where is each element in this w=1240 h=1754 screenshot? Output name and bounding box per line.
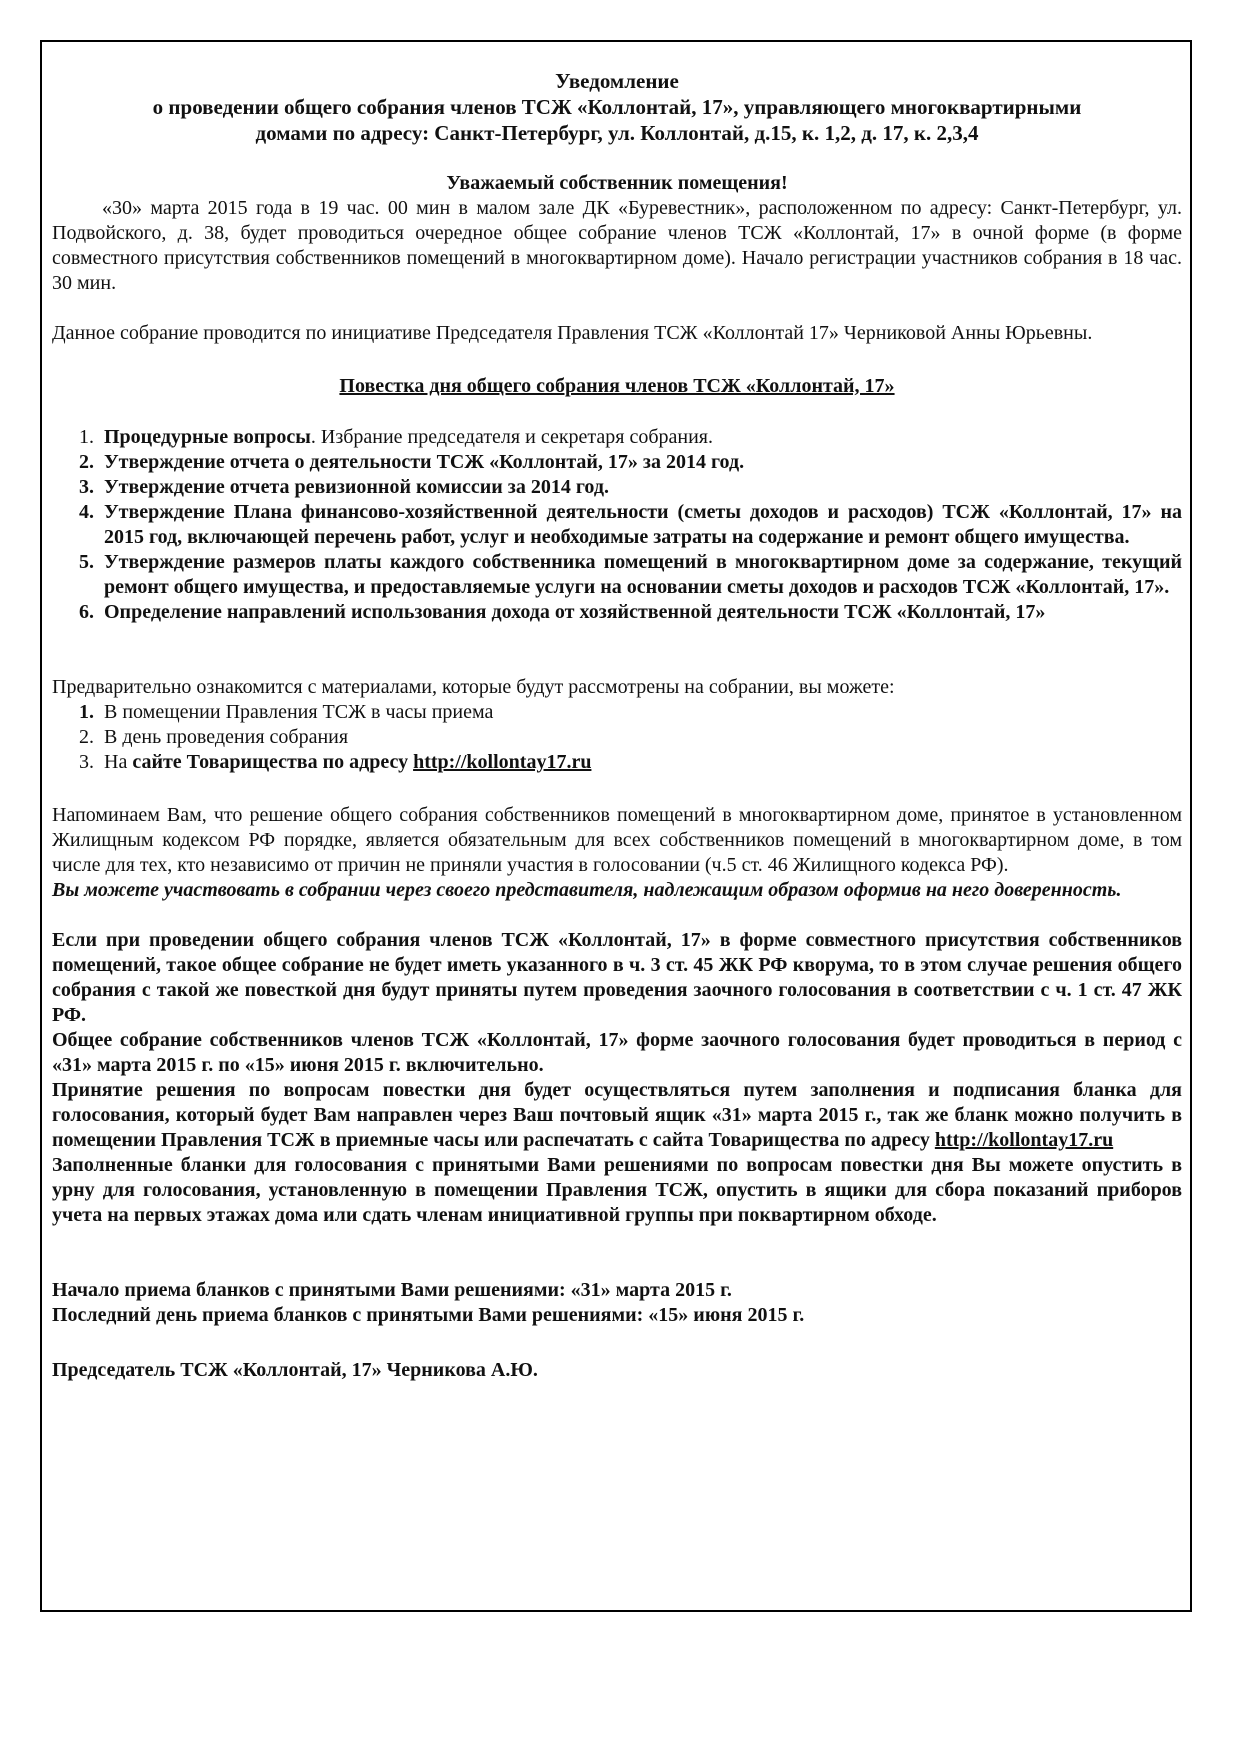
agenda-item-text: Утверждение Плана финансово-хозяйственной деятельности (сметы доходов и расходов) ТСЖ «Коллонтай, 17» на 2015 год, включающей перечень работ, услуг и необходимые затраты на содержание и ремонт общего имущества. xyxy=(104,501,1182,548)
materials-item xyxy=(79,725,1182,750)
materials-list xyxy=(52,700,1182,775)
agenda-item xyxy=(79,550,1182,600)
start-date: Начало приема бланков с принятыми Вами решениями: «31» марта 2015 г. xyxy=(52,1279,732,1301)
materials-item-bold: сайте Товарищества по адресу xyxy=(132,751,414,773)
absentee-paragraph: Общее собрание собственников членов ТСЖ «Коллонтай, 17» форме заочного голосования будет проводиться в период с «31» марта 2015 г. по «15» июня 2015 г. включительно. xyxy=(52,1029,1182,1076)
end-date: Последний день приема бланков с принятыми Вами решениями: «15» июня 2015 г. xyxy=(52,1304,805,1326)
materials-intro: Предварительно ознакомится с материалами, которые будут рассмотрены на собрании, вы можете: xyxy=(52,676,895,698)
title-line-3: домами по адресу: Санкт-Петербург, ул. Коллонтай, д.15, к. 1,2, д. 17, к. 2,3,4 xyxy=(255,121,979,145)
materials-item-text: В помещении Правления ТСЖ в часы приема xyxy=(104,701,494,723)
agenda-item xyxy=(79,425,1182,450)
agenda-item-bold: Процедурные вопросы xyxy=(104,426,311,448)
materials-item-prefix: На xyxy=(104,751,133,773)
agenda-item xyxy=(79,500,1182,550)
agenda-item xyxy=(79,475,1182,500)
greeting: Уважаемый собственник помещения! xyxy=(446,172,788,194)
agenda-item-number: 4. xyxy=(79,501,94,523)
agenda-item-text: . Избрание председателя и секретаря собрания. xyxy=(310,426,714,448)
agenda-item-number: 2. xyxy=(79,451,94,473)
notice-title xyxy=(52,68,1182,146)
intro-paragraph: «30» марта 2015 года в 19 час. 00 мин в малом зале ДК «Буревестник», расположенном по адресу: Санкт-Петербург, ул. Подвойского, д. 38, будет проводиться очередное общее собрание членов ТСЖ «Коллонтай, 17» в очной форме (в форме совместного присутствия собственников помещений в многоквартирном доме). Начало регистрации участников собрания в 18 час. 30 мин. xyxy=(52,197,1182,294)
agenda-item-number: 5. xyxy=(79,551,94,573)
materials-item-number: 2. xyxy=(79,726,94,748)
agenda-item-number: 1. xyxy=(79,426,94,448)
materials-item-number: 3. xyxy=(79,751,94,773)
agenda-item-number: 3. xyxy=(79,476,94,498)
materials-item-number: 1. xyxy=(79,701,94,723)
agenda-item-text: Утверждение размеров платы каждого собственника помещений в многоквартирном доме за содержание, текущий ремонт общего имущества, и предоставляемые услуги на основании сметы доходов и расходов ТСЖ «Коллонтай, 17». xyxy=(104,551,1182,598)
materials-item xyxy=(79,700,1182,725)
agenda-item-number: 6. xyxy=(79,601,94,623)
materials-item xyxy=(79,750,1182,775)
agenda-item-text: Определение направлений использования дохода от хозяйственной деятельности ТСЖ «Коллонтай, 17» xyxy=(104,601,1046,623)
agenda-item xyxy=(79,600,1182,625)
ballots-paragraph: Заполненные бланки для голосования с принятыми Вами решениями по вопросам повестки дня Вы можете опустить в урну для голосования, установленную в помещении Правления ТСЖ, опустить в ящики для сбора показаний приборов учета на первых этажах дома или сдать членам инициативной группы при поквартирном обходе. xyxy=(52,1154,1182,1226)
quorum-paragraph: Если при проведении общего собрания членов ТСЖ «Коллонтай, 17» в форме совместного присутствия собственников помещений, такое общее собрание не будет иметь указанного в ч. 3 ст. 45 ЖК РФ кворума, то в этом случае решения общего собрания с такой же повесткой дня будут приняты путем проведения заочного голосования в соответствии с ч. 1 ст. 47 ЖК РФ. xyxy=(52,929,1182,1026)
agenda-item-text: Утверждение отчета ревизионной комиссии за 2014 год. xyxy=(104,476,609,498)
title-line-1: Уведомление xyxy=(555,69,679,93)
signature: Председатель ТСЖ «Коллонтай, 17» Черникова А.Ю. xyxy=(52,1359,538,1381)
notice-document xyxy=(52,68,1182,1383)
agenda-item xyxy=(79,450,1182,475)
voting-paragraph xyxy=(52,1078,1182,1153)
proxy-paragraph: Вы можете участвовать в собрании через своего представителя, надлежащим образом оформив на него доверенность. xyxy=(52,879,1122,901)
title-line-2: о проведении общего собрания членов ТСЖ «Коллонтай, 17», управляющего многоквартирными xyxy=(152,95,1082,119)
voting-website-link[interactable]: http://kollontay17.ru xyxy=(934,1129,1114,1151)
agenda-list xyxy=(52,425,1182,625)
agenda-item-text: Утверждение отчета о деятельности ТСЖ «Коллонтай, 17» за 2014 год. xyxy=(104,451,745,473)
materials-item-text: В день проведения собрания xyxy=(104,726,349,748)
initiative-paragraph: Данное собрание проводится по инициативе Председателя Правления ТСЖ «Коллонтай 17» Черниковой Анны Юрьевны. xyxy=(52,322,1093,344)
reminder-paragraph: Напоминаем Вам, что решение общего собрания собственников помещений в многоквартирном доме, принятое в установленном Жилищным кодексом РФ порядке, является обязательным для всех собственников помещений в многоквартирном доме, в том числе для тех, кто независимо от причин не приняли участия в голосовании (ч.5 ст. 46 Жилищного кодекса РФ). xyxy=(52,804,1182,876)
agenda-heading: Повестка дня общего собрания членов ТСЖ «Коллонтай, 17» xyxy=(339,375,895,397)
website-link[interactable]: http://kollontay17.ru xyxy=(413,751,592,773)
voting-text: Принятие решения по вопросам повестки дня будет осуществляться путем заполнения и подписания бланка для голосования, который будет Вам направлен через Ваш почтовый ящик «31» марта 2015 г., так же бланк можно получить в помещении Правления ТСЖ в приемные часы или распечатать с сайта Товарищества по адресу xyxy=(52,1079,1182,1151)
